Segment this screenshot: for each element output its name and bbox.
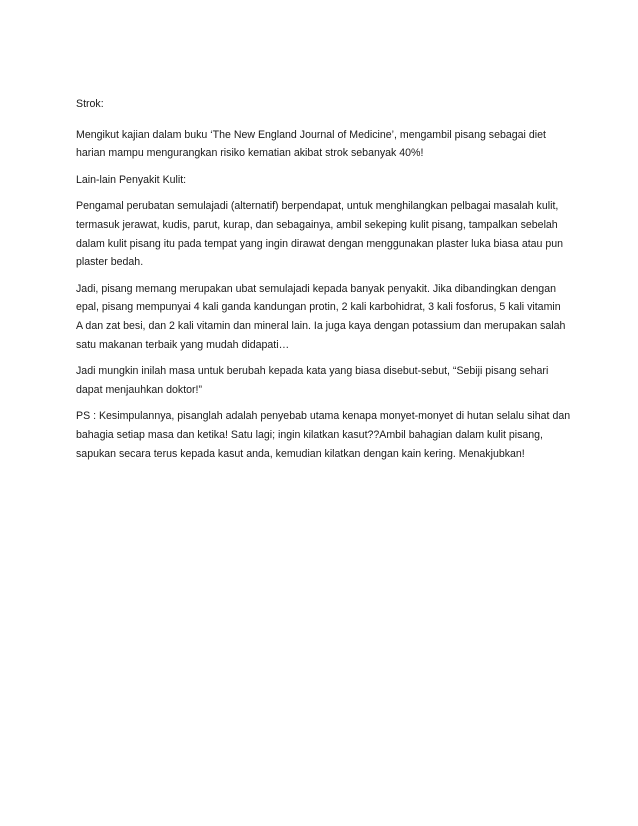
text-line: termasuk jerawat, kudis, parut, kurap, dan sebagainya, ambil sekeping kulit pisang, tampalkan sebelah: [76, 218, 558, 231]
text-line: plaster bedah.: [76, 256, 144, 269]
document-body: [76, 95, 571, 471]
paragraph-pepatah: [76, 362, 566, 399]
heading-strok: [76, 95, 566, 114]
text-line: PS : Kesimpulannya, pisanglah adalah penyebab utama kenapa monyet-monyet di hutan selalu sihat dan: [76, 410, 571, 423]
text-line: Mengikut kajian dalam buku ‘The New England Journal of Medicine’, mengambil pisang sebagai diet: [76, 128, 546, 141]
text-line: dalam kulit pisang itu pada tempat yang ingin dirawat dengan menggunakan plaster luka biasa atau pun: [76, 237, 564, 250]
text-line: epal, pisang mempunyai 4 kali ganda kandungan protin, 2 kali karbohidrat, 3 kali fosforus, 5 kali vitamin: [76, 301, 561, 314]
text-line: Jadi, pisang memang merupakan ubat semulajadi kepada banyak penyakit. Jika dibandingkan dengan: [76, 282, 556, 295]
text-line: bahagia setiap masa dan ketika! Satu lagi; ingin kilatkan kasut??Ambil bahagian dalam kulit pisang,: [76, 428, 544, 441]
text-line: dapat menjauhkan doktor!”: [76, 383, 203, 396]
text-line: harian mampu mengurangkan risiko kematian akibat strok sebanyak 40%!: [76, 147, 424, 160]
paragraph-ps: [76, 407, 571, 463]
text-line: satu makanan terbaik yang mudah didapati…: [76, 338, 290, 351]
heading-penyakit-kulit: [76, 171, 566, 190]
text-line: A dan zat besi, dan 2 kali vitamin dan mineral lain. Ia juga kaya dengan potassium dan merupakan salah: [76, 319, 566, 332]
paragraph-ubat-semulajadi: [76, 280, 566, 354]
text-line: Jadi mungkin inilah masa untuk berubah kepada kata yang biasa disebut-sebut, “Sebiji pisang sehari: [76, 365, 549, 378]
text-line: Strok:: [76, 98, 104, 110]
text-line: Pengamal perubatan semulajadi (alternatif) berpendapat, untuk menghilangkan pelbagai masalah kulit,: [76, 200, 559, 213]
text-line: Lain-lain Penyakit Kulit:: [76, 173, 187, 186]
text-line: sapukan secara terus kepada kasut anda, kemudian kilatkan dengan kain kering. Menakjubkan!: [76, 447, 525, 460]
paragraph-penyakit-kulit: [76, 197, 566, 271]
paragraph-strok: [76, 126, 566, 163]
